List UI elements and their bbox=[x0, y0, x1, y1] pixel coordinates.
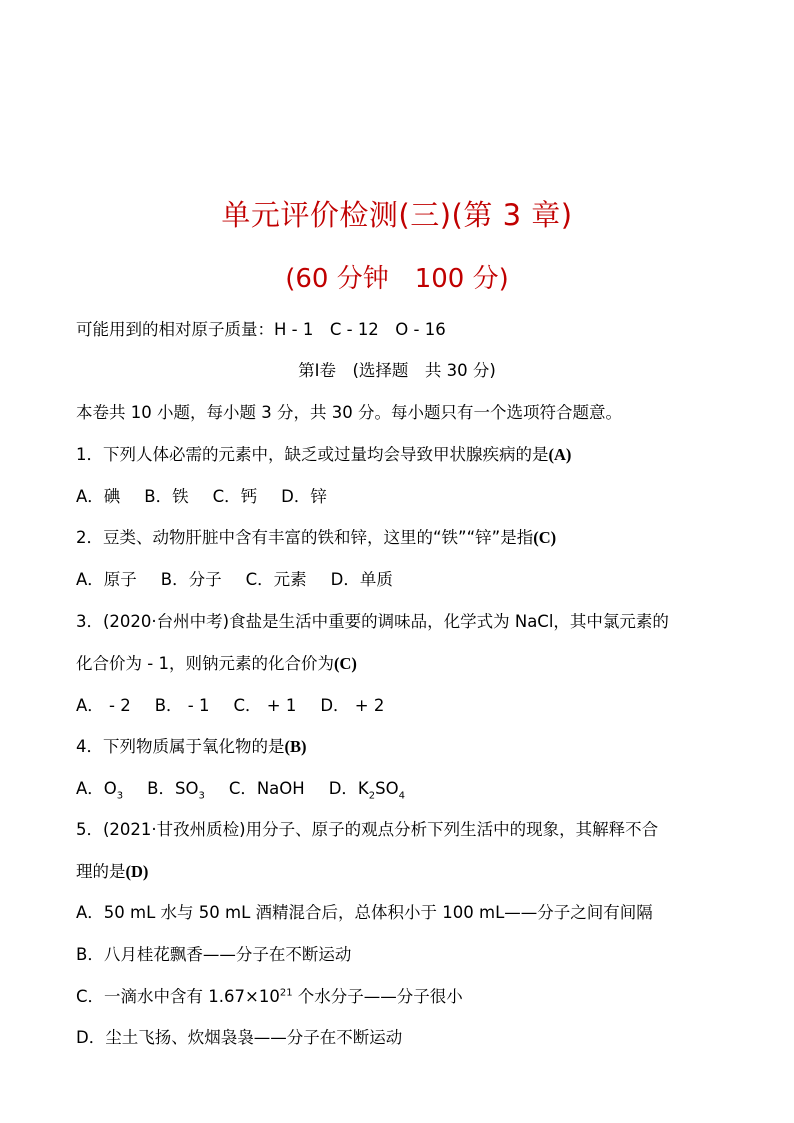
option-c: C．NaOH bbox=[228, 779, 305, 798]
option-a: A．原子 bbox=[76, 570, 137, 589]
option-c: C．钙 bbox=[212, 487, 258, 506]
question-4-answer: (B) bbox=[284, 737, 307, 756]
question-1-text: 1．下列人体必需的元素中，缺乏或过量均会导致甲状腺疾病的是 bbox=[76, 445, 549, 464]
question-5-option-a: A．50 mL 水与 50 mL 酒精混合后，总体积小于 100 mL——分子之间有间隔 bbox=[76, 903, 653, 922]
option-c: C． + 1 bbox=[233, 696, 297, 715]
question-1-answer: (A) bbox=[548, 445, 572, 464]
option-d: D．$K_2SO_4$ bbox=[328, 779, 405, 802]
question-5-option-c: C．一滴水中含有 $1.67\times 10^{21}$ 个水分子——分子很小 bbox=[76, 987, 463, 1006]
question-3-stem-line2 bbox=[76, 650, 357, 674]
option-a: A． - 2 bbox=[76, 696, 131, 715]
question-2-text: 2．豆类、动物肝脏中含有丰富的铁和锌，这里的“铁”“锌”是指 bbox=[76, 528, 534, 547]
question-2-stem bbox=[76, 524, 556, 548]
document-title: 单元评价检测(三)(第 3 章) bbox=[221, 198, 573, 232]
option-a: A．碘 bbox=[76, 487, 121, 506]
option-b: B．$SO_3$ bbox=[147, 779, 205, 802]
option-d: D．单质 bbox=[330, 570, 393, 589]
question-5-text: 理的是 bbox=[76, 862, 126, 881]
question-3-answer: (C) bbox=[333, 654, 357, 673]
option-b: B．分子 bbox=[160, 570, 222, 589]
question-5-stem-line2 bbox=[76, 858, 148, 882]
question-1-stem bbox=[76, 441, 571, 465]
question-5-answer: (D) bbox=[125, 862, 149, 881]
option-d: D．锌 bbox=[281, 487, 327, 506]
option-b: B．铁 bbox=[144, 487, 189, 506]
atomic-masses: 可能用到的相对原子质量：H - 1 C - 12 O - 16 bbox=[76, 320, 446, 339]
option-d: D． + 2 bbox=[320, 696, 385, 715]
question-2-answer: (C) bbox=[533, 528, 557, 547]
option-a: A．$O_3$ bbox=[76, 779, 124, 802]
section-intro: 本卷共 10 小题，每小题 3 分，共 30 分。每小题只有一个选项符合题意。 bbox=[76, 403, 622, 422]
question-3-stem-line1: 3．(2020·台州中考)食盐是生活中重要的调味品，化学式为 NaCl，其中氯元素的 bbox=[76, 612, 669, 631]
question-4-stem bbox=[76, 733, 307, 757]
question-5-option-d: D．尘土飞扬、炊烟袅袅——分子在不断运动 bbox=[76, 1028, 403, 1047]
document-subtitle: (60 分钟 100 分) bbox=[285, 264, 509, 294]
question-4-text: 4．下列物质属于氧化物的是 bbox=[76, 737, 285, 756]
section-header: 第Ⅰ卷 (选择题 共 30 分) bbox=[298, 361, 496, 380]
question-5-stem-line1: 5．(2021·甘孜州质检)用分子、原子的观点分析下列生活中的现象，其解释不合 bbox=[76, 820, 659, 839]
question-4-options bbox=[76, 775, 429, 801]
option-c: C．元素 bbox=[245, 570, 307, 589]
question-1-options bbox=[76, 483, 351, 507]
question-3-options bbox=[76, 692, 408, 716]
question-5-option-b: B．八月桂花飘香——分子在不断运动 bbox=[76, 945, 352, 964]
question-2-options bbox=[76, 566, 417, 590]
option-b: B． - 1 bbox=[154, 696, 210, 715]
question-3-text: 化合价为 - 1，则钠元素的化合价为 bbox=[76, 654, 334, 673]
